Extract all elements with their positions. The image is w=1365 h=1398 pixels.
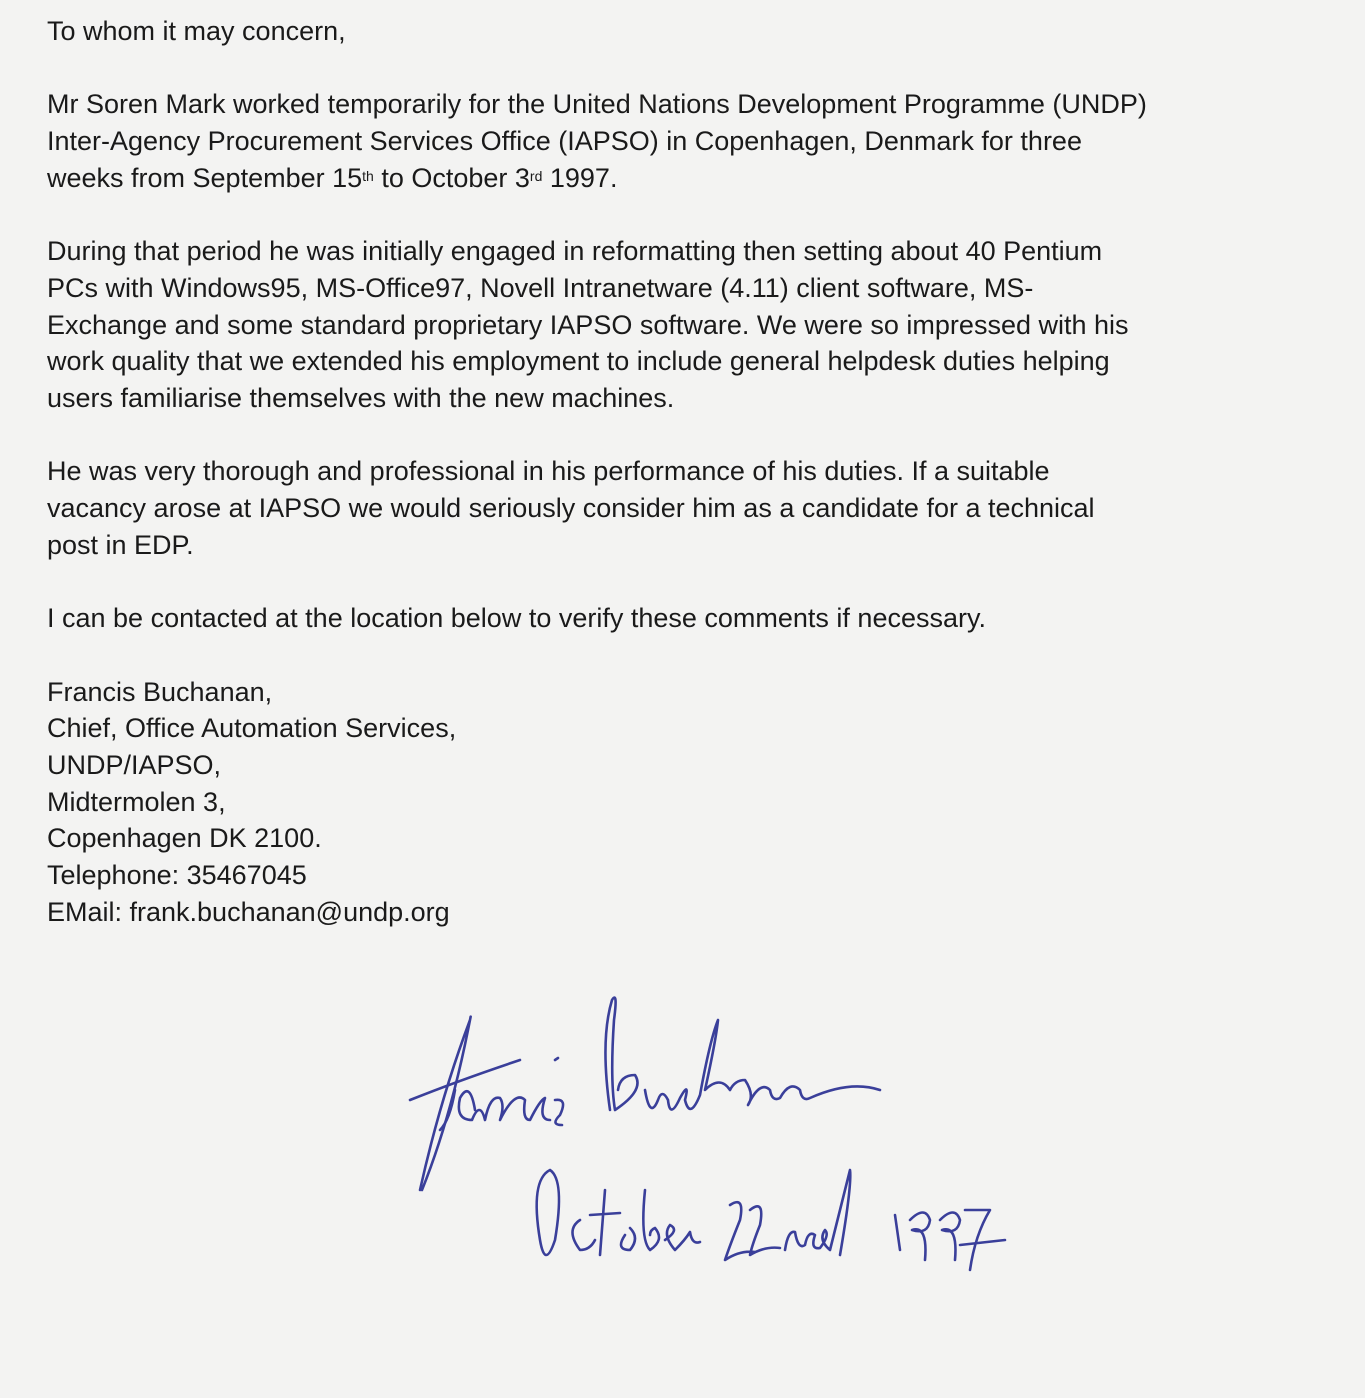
para2-line: PCs with Windows95, MS-Office97, Novell Intranetware (4.11) client software, MS- <box>47 272 1034 303</box>
sender-name: Francis Buchanan, <box>47 676 273 707</box>
letter-body <box>47 13 1147 931</box>
para1-line <box>47 160 1147 197</box>
para1-line: Mr Soren Mark worked temporarily for the United Nations Development Programme (UNDP) <box>47 89 1147 120</box>
para1-line: Inter-Agency Procurement Services Office (IAPSO) in Copenhagen, Denmark for three <box>47 126 1082 157</box>
para3-line: post in EDP. <box>47 529 194 560</box>
superscript: rd <box>529 167 543 184</box>
signature-stroke <box>573 1190 701 1255</box>
para3-line: He was very thorough and professional in his performance of his duties. If a suitable <box>47 456 1050 487</box>
signature-stroke <box>537 1170 559 1255</box>
spacer <box>47 637 1147 674</box>
sender-org: UNDP/IAPSO, <box>47 749 222 780</box>
superscript: th <box>362 167 374 184</box>
spacer <box>47 564 1147 601</box>
para3-line: vacancy arose at IAPSO we would seriously consider him as a candidate for a technical <box>47 493 1095 524</box>
signature-stroke <box>420 1017 471 1190</box>
spacer <box>47 50 1147 87</box>
para2-line: Exchange and some standard proprietary IAPSO software. We were so impressed with his <box>47 309 1129 340</box>
text: 1997. <box>542 162 618 193</box>
handwritten-signature <box>400 980 1320 1300</box>
signature-stroke <box>895 1210 1005 1270</box>
para2-line: work quality that we extended his employment to include general helpdesk duties helping <box>47 346 1110 377</box>
signature-stroke <box>645 1020 880 1110</box>
para2-line: During that period he was initially engaged in reformatting then setting about 40 Pentium <box>47 236 1103 267</box>
sender-email: EMail: frank.buchanan@undp.org <box>47 896 450 927</box>
sender-street: Midtermolen 3, <box>47 786 226 817</box>
salutation: To whom it may concern, <box>47 16 346 46</box>
text: weeks from September 15 <box>47 162 363 193</box>
signature-stroke <box>725 1170 850 1260</box>
signature-stroke <box>410 1060 520 1100</box>
sender-title: Chief, Office Automation Services, <box>47 713 457 744</box>
text: to October 3 <box>373 162 530 193</box>
spacer <box>47 417 1147 454</box>
para2-line: users familiarise themselves with the new machines. <box>47 383 675 413</box>
signature-stroke <box>605 998 637 1111</box>
spacer <box>47 197 1147 234</box>
sender-city: Copenhagen DK 2100. <box>47 823 322 854</box>
para4: I can be contacted at the location below to verify these comments if necessary. <box>47 603 986 634</box>
sender-phone: Telephone: 35467045 <box>47 860 307 891</box>
